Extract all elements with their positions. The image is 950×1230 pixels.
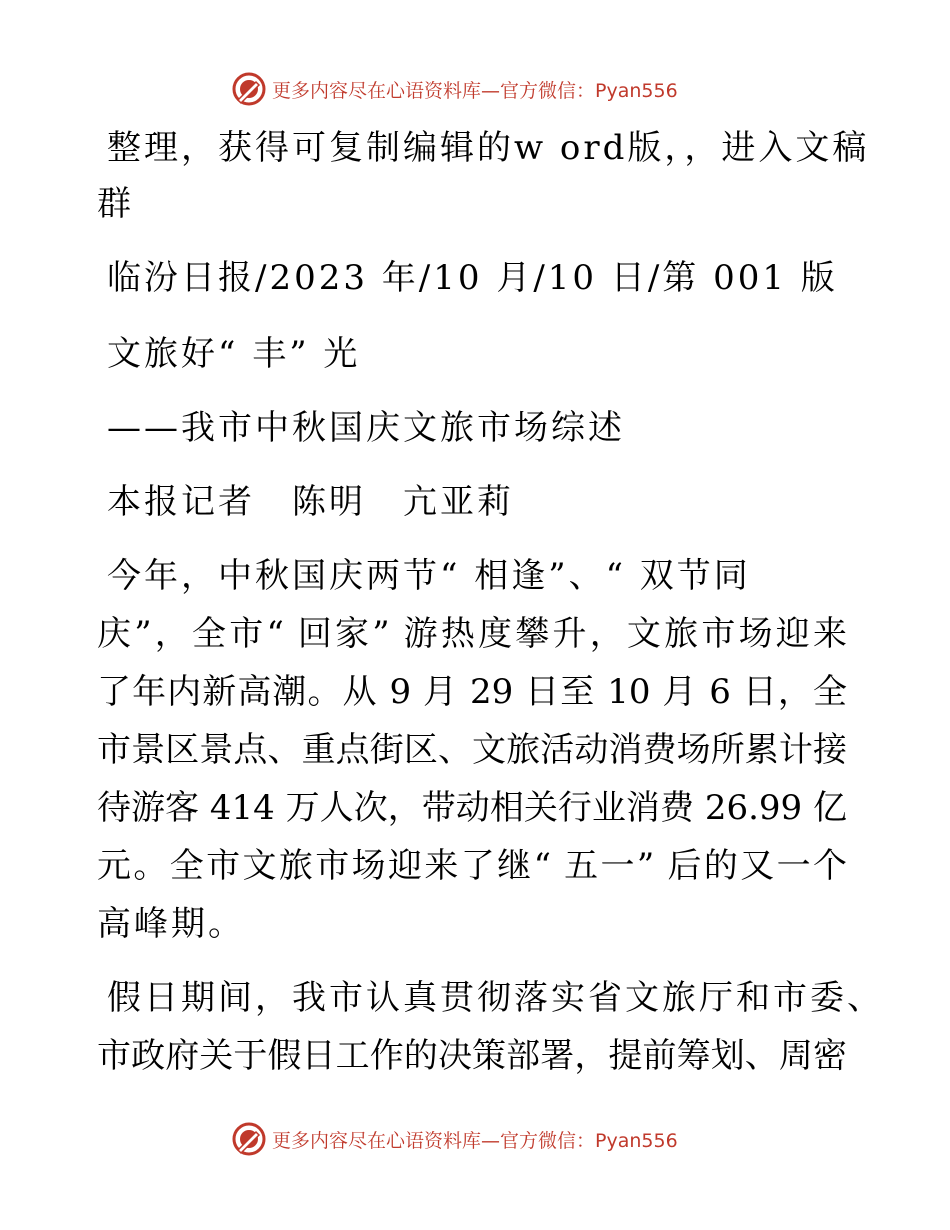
headline: 文旅好“ 丰” 光 bbox=[107, 334, 361, 374]
pen-logo-icon bbox=[232, 72, 266, 106]
header-watermark-banner bbox=[232, 72, 678, 106]
intro-line-2: 群 bbox=[97, 184, 134, 224]
para1-line-7: 高峰期。 bbox=[97, 904, 245, 944]
byline: 本报记者 陈明 亢亚莉 bbox=[107, 482, 514, 522]
intro-line-1: 整理，获得可复制编辑的w ord版，，进入文稿 bbox=[107, 128, 870, 168]
para1-line-5: 待游客 414 万人次，带动相关行业消费 26.99 亿 bbox=[97, 788, 847, 828]
source-line: 临汾日报/2023 年/10 月/10 日/第 001 版 bbox=[107, 258, 838, 298]
para1-line-2: 庆”，全市“ 回家” 游热度攀升，文旅市场迎来 bbox=[97, 614, 847, 654]
para1-line-3: 了年内新高潮。从 9 月 29 日至 10 月 6 日，全 bbox=[97, 672, 847, 712]
footer-watermark-banner bbox=[232, 1122, 678, 1156]
pen-logo-icon bbox=[232, 1122, 266, 1156]
watermark-text: 更多内容尽在心语资料库—官方微信：Pyan556 bbox=[272, 1129, 678, 1152]
para2-line-2: 市政府关于假日工作的决策部署，提前筹划、周密 bbox=[97, 1036, 847, 1076]
subheadline: ——我市中秋国庆文旅市场综述 bbox=[107, 408, 625, 448]
para1-line-1: 今年，中秋国庆两节“ 相逢”、“ 双节同 bbox=[107, 556, 751, 596]
para1-line-4: 市景区景点、重点街区、文旅活动消费场所累计接 bbox=[97, 730, 847, 770]
para2-line-1: 假日期间，我市认真贯彻落实省文旅厅和市委、 bbox=[107, 978, 884, 1018]
para1-line-6: 元。全市文旅市场迎来了继“ 五一” 后的又一个 bbox=[97, 846, 847, 886]
watermark-text: 更多内容尽在心语资料库—官方微信：Pyan556 bbox=[272, 79, 678, 102]
